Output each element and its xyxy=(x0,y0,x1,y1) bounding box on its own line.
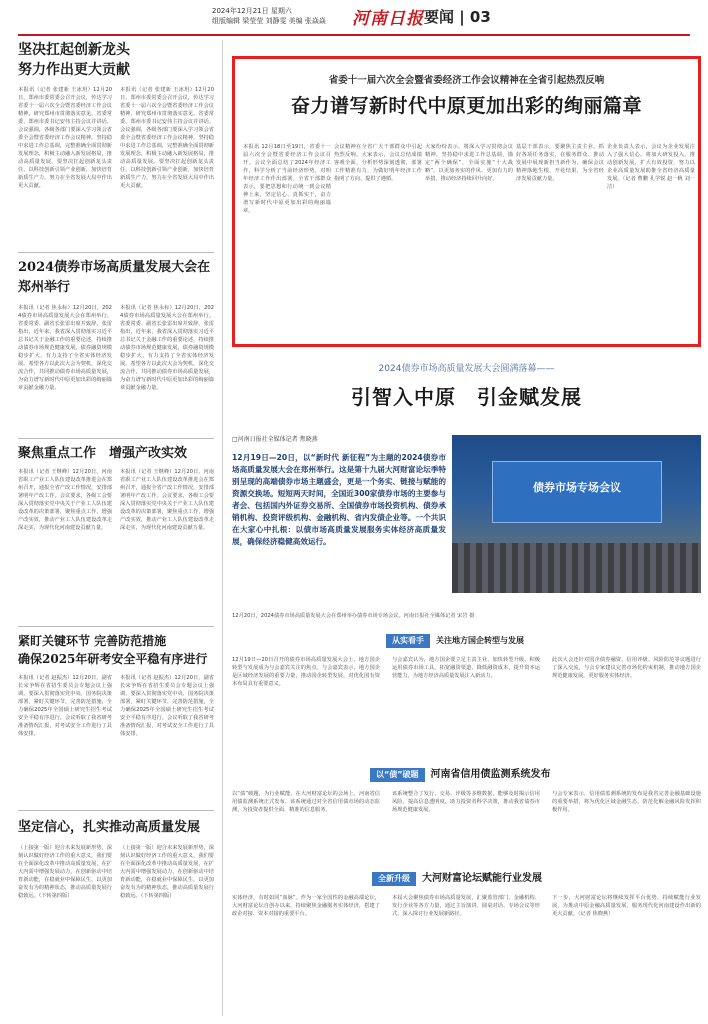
divider xyxy=(18,626,214,627)
section-column-3: 与会专家表示，信用债监测系统的发布是我省完善金融基础设施的重要举措，将为优化区域金融生态、防范化解金融风险发挥积极作用。 xyxy=(552,791,701,813)
topic-banner xyxy=(232,355,701,427)
section-heading xyxy=(372,872,542,886)
section-column-3: 此次大会还针对国企债券融资、信用评级、风险防范等议题进行了深入交流，与会专家建议完善市场化约束机制，推动地方国企规范健康发展，更好服务实体经济。 xyxy=(552,657,701,679)
section-column-1: 12月19日—20日召开的债券市场高质量发展大会上，地方国企转型与发展成为与会嘉宾关注的焦点。与会嘉宾表示，地方国企是区域经济发展的重要力量，推动国企转型发展，对优化国有资本布局具有重要意义。 xyxy=(232,657,380,687)
story-title-line1: 坚决扛起创新龙头 xyxy=(18,42,130,58)
audience-rows xyxy=(452,543,701,593)
section-title: 大河财富论坛赋能行业发展 xyxy=(422,873,542,884)
newspaper-logo: 河南日报 xyxy=(352,9,424,29)
section-column-1: 实体经济，有时如同“血脉”。作为一家全国性的金融高端论坛，大河财富论坛自创办以来，持续聚焦金融服务实体经济，搭建了政企对接、资本对接的重要平台。 xyxy=(232,895,380,917)
story-title: 聚焦重点工作 增强产改实效 xyxy=(18,446,188,461)
banner-title: 引智入中原 引金赋发展 xyxy=(351,385,582,409)
editors-credit: 组版编辑 梁莹莹 刘静雯 美编 张焱焱 xyxy=(212,17,326,25)
section-tag: 从实看手 xyxy=(386,634,430,648)
story-body-cont: 本报讯（记者 焦永标）12月20日，2024债券市场高质量发展大会在郑州举行。省委常委、副省长张雷出席并致辞。张雷指出，近年来，我省深入贯彻落实习近平总书记关于金融工作的重要论述，持续推动债券市场规范健康发展，债券融资规模稳步扩大，有力支持了全省实体经济发展。希望各方以此次大会为契机，深化交流合作，共同推动债券市场高质量发展，为奋力谱写新时代中原更加出彩的绚丽篇章贡献金融力量。 xyxy=(120,305,214,391)
feature-column-2: 会议精神在全省广大干部群众中引起热烈反响。大家表示，会议总结成绩客观全面，分析形势深刻透彻，部署工作精准有力，为做好明年经济工作指明了方向、提供了遵循。 xyxy=(334,144,422,182)
feature-column-4: 基层干部表示，要聚焦主责主业，抓好各项任务落实，在服务群众、推动发展中展现新担当新作为，确保会议精神落地生根、开花结果，为全省经济发展贡献力量。 xyxy=(516,144,604,182)
story-title: 坚定信心，扎实推动高质量发展 xyxy=(18,820,201,835)
divider xyxy=(18,810,214,811)
story-bond-conference xyxy=(18,258,214,391)
section-column-2: 本届大会聚焦债券市场高质量发展，汇聚监管部门、金融机构、发行企业等各方力量，通过主旨演讲、圆桌对话、专场会议等形式，深入探讨行业发展新路径。 xyxy=(392,895,540,917)
story-body: 本报讯（记者 王继峰）12月20日，河南省职工产业工人队伍建设改革推进会在郑州召开，通报全省产改工作情况，安排部署明年产改工作。会议要求，各级工会要深入贯彻落实党中央关于产业工人队伍建设改革的决策部署，聚焦重点工作，增强产改实效，推动产业工人队伍建设改革走深走实，为现代化河南建设贡献力量。 xyxy=(18,469,112,531)
conference-photo xyxy=(452,435,701,593)
story-body: 本报讯（记者 焦永标）12月20日，2024债券市场高质量发展大会在郑州举行。省委常委、副省长张雷出席并致辞。张雷指出，近年来，我省深入贯彻落实习近平总书记关于金融工作的重要论述，持续推动债券市场规范健康发展，债券融资规模稳步扩大，有力支持了全省实体经济发展。希望各方以此次大会为契机，深化交流合作，共同推动债券市场高质量发展，为奋力谱写新时代中原更加出彩的绚丽篇章贡献金融力量。 xyxy=(18,305,112,391)
section-title: 关注地方国企转型与发展 xyxy=(436,636,524,645)
feature-subtitle: 省委十一届六次全会暨省委经济工作会议精神在全省引起热烈反响 xyxy=(328,75,605,86)
section-tag: 全新升级 xyxy=(372,872,416,886)
story-body-cont: 本报讯（记者 王继峰）12月20日，河南省职工产业工人队伍建设改革推进会在郑州召开，通报全省产改工作情况，安排部署明年产改工作。会议要求，各级工会要深入贯彻落实党中央关于产业工人队伍建设改革的决策部署，聚焦重点工作，增强产改实效，推动产业工人队伍建设改革走深走实，为现代化河南建设贡献力量。 xyxy=(120,469,214,531)
lead-paragraph: 12月19日—20日，以“新时代 新征程”为主题的2024债券市场高质量发展大会在郑州举行。这是第十九届大河财富论坛季特别呈现的高端债券市场主题盛会，更是一个务实、链接与赋能的资源交换场。短短两天时间，全国近300家债券市场的主要参与者会、包括国内外证券交易所、全国债券市场投资机构、债券承销机构、投资评级机构、金融机构、省内发债企业等。一个共识在大家心中扎根：以债市场高质量发展服务实体经济高质量发展，确保经济稳健高效运行。 xyxy=(232,453,446,546)
story-confidence xyxy=(18,818,214,899)
story-title: 2024债券市场高质量发展大会在郑州举行 xyxy=(18,260,211,295)
stage-screen-text: 债券市场专场会议 xyxy=(533,481,621,494)
divider xyxy=(18,438,214,439)
section-column-3: 下一步，大河财富论坛将继续发挥平台优势，持续赋能行业发展，为推动中原金融高质量发展、服务现代化河南建设作出新的更大贡献。（记者 焦晓燕） xyxy=(552,895,701,917)
section-column-2: 与会嘉宾认为，地方国企要立足主责主业，加快转型升级，积极运用债券市场工具，拓宽融资渠道，降低融资成本，提升资本运营能力，为地方经济高质量发展注入新活力。 xyxy=(392,657,540,679)
photo-caption: 12月20日，2024债券市场高质量发展大会在郑州举办债券市场专场会议。河南日报社全媒体记者 宋岩 摄 xyxy=(232,613,475,619)
story-body-cont: 本报讯（记者 赵振杰）12月20日，副省长宋争辉在省招生委员会专题会议上强调，要深入贯彻落实党中央、国务院决策部署，紧盯关键环节，完善防范措施，全力确保2025年全国硕士研究生招生考试安全平稳有序进行。会议听取了我省研考准备情况汇报，对考试安全工作进行了具体安排。 xyxy=(120,675,214,737)
feature-column-3: 大家纷纷表示，将深入学习贯彻会议精神，坚持稳中求进工作总基调，锚定“两个确保”，全面实施“十大战略”，以更加务实的作风、更加有力的举措，推动经济持续回升向好。 xyxy=(425,144,513,182)
byline: □河南日报社全媒体记者 焦晓燕 xyxy=(232,436,318,443)
feature-column-1: 本报讯 12月18日至19日，省委十一届六次全会暨省委经济工作会议召开。会议全面总结了2024年经济工作，科学分析了当前经济形势，对明年经济工作作出部署。全省干部群众表示，要把思想和行动统一到会议精神上来，坚定信心、真抓实干，奋力谱写新时代中原更加出彩的绚丽篇章。 xyxy=(243,144,331,214)
story-title-line1: 紧盯关键环节 完善防范措施 xyxy=(18,634,167,648)
section-label: 要闻 | 03 xyxy=(424,8,491,26)
masthead-rule xyxy=(18,34,690,36)
feature-title: 奋力谱写新时代中原更加出彩的绚丽篇章 xyxy=(290,95,642,117)
column-divider xyxy=(222,40,223,1016)
section-tag: 以“债”破题 xyxy=(370,768,425,782)
banner-subtitle: 2024债券市场高质量发展大会圆满落幕—— xyxy=(378,364,555,374)
section-column-2: 该系统整合了发行、交易、评级等多维数据，能够及时揭示信用风险，提高信息透明度，助力投资者科学决策，推动我省债券市场规范健康发展。 xyxy=(392,791,540,813)
story-body: 本报讯（记者 赵振杰）12月20日，副省长宋争辉在省招生委员会专题会议上强调，要深入贯彻落实党中央、国务院决策部署，紧盯关键环节，完善防范措施，全力确保2025年全国硕士研究生招生考试安全平稳有序进行。会议听取了我省研考准备情况汇报，对考试安全工作进行了具体安排。 xyxy=(18,675,112,737)
story-body: 本报讯（记者 张建新 王冰玥）12月20日，郑州市委常委会召开会议，传达学习省委十一届六次全会暨省委经济工作会议精神，研究郑州市贯彻落实意见。省委常委、郑州市委书记安伟主持会议并讲话。会议强调，各级各部门要深入学习领会省委全会暨省委经济工作会议精神，坚持稳中求进工作总基调，完整准确全面贯彻新发展理念，积极主动融入新发展格局，推动高质量发展。要坚决扛起创新龙头责任，以科技创新引领产业创新，加快培育新质生产力，努力在全省发展大局中作出更大贡献。 xyxy=(18,87,112,189)
issue-date: 2024年12月21日 星期六 xyxy=(212,7,292,15)
section-title: 河南省信用债监测系统发布 xyxy=(430,769,551,780)
story-body: （上接第一版）迎合未来发展新形势，深刻认识做好经济工作的重大意义，我们要在全面深化改革中推动高质量发展，在扩大内需中增强发展动力，在创新驱动中培育新动能，在稳就业中保障民生，以更加奋发有为的精神状态，推动高质量发展行稳致远。（下转第四版） xyxy=(18,845,112,899)
story-innovation xyxy=(18,40,214,189)
section-column-1: 以“债”破题，为行业赋能。在大河财富论坛的会场上，河南省信用债监测系统正式发布。该系统通过对全省信用债市场的动态监测，为投资者提供全面、精准的信息服务。 xyxy=(232,791,380,813)
story-exam-safety xyxy=(18,632,214,737)
feature-column-5: 企业负责人表示，会议为企业发展注入了强大信心。将加大研发投入，推动创新发展，扩大有效投资，努力以企业高质量发展助推全省经济高质量发展。（记者 曹鹏 孔学锐 赵一帆 刘一洁） xyxy=(607,144,695,190)
left-column xyxy=(18,40,214,1024)
story-title-line2: 确保2025年研考安全平稳有序进行 xyxy=(18,652,208,666)
story-body-cont: （上接第一版）迎合未来发展新形势，深刻认识做好经济工作的重大意义，我们要在全面深化改革中推动高质量发展，在扩大内需中增强发展动力，在创新驱动中培育新动能，在稳就业中保障民生，以更加奋发有为的精神状态，推动高质量发展行稳致远。（下转第四版） xyxy=(120,845,214,899)
divider xyxy=(18,252,214,253)
section-heading xyxy=(386,634,524,648)
feature-story xyxy=(232,56,701,347)
story-body-cont: 本报讯（记者 张建新 王冰玥）12月20日，郑州市委常委会召开会议，传达学习省委十一届六次全会暨省委经济工作会议精神，研究郑州市贯彻落实意见。省委常委、郑州市委书记安伟主持会议并讲话。会议强调，各级各部门要深入学习领会省委全会暨省委经济工作会议精神，坚持稳中求进工作总基调，完整准确全面贯彻新发展理念，积极主动融入新发展格局，推动高质量发展。要坚决扛起创新龙头责任，以科技创新引领产业创新，加快培育新质生产力，努力在全省发展大局中作出更大贡献。 xyxy=(120,87,214,189)
masthead xyxy=(0,0,708,38)
conference-story xyxy=(232,435,446,605)
story-title-line2: 努力作出更大贡献 xyxy=(18,62,130,78)
story-reform xyxy=(18,444,214,531)
section-heading xyxy=(370,768,551,782)
